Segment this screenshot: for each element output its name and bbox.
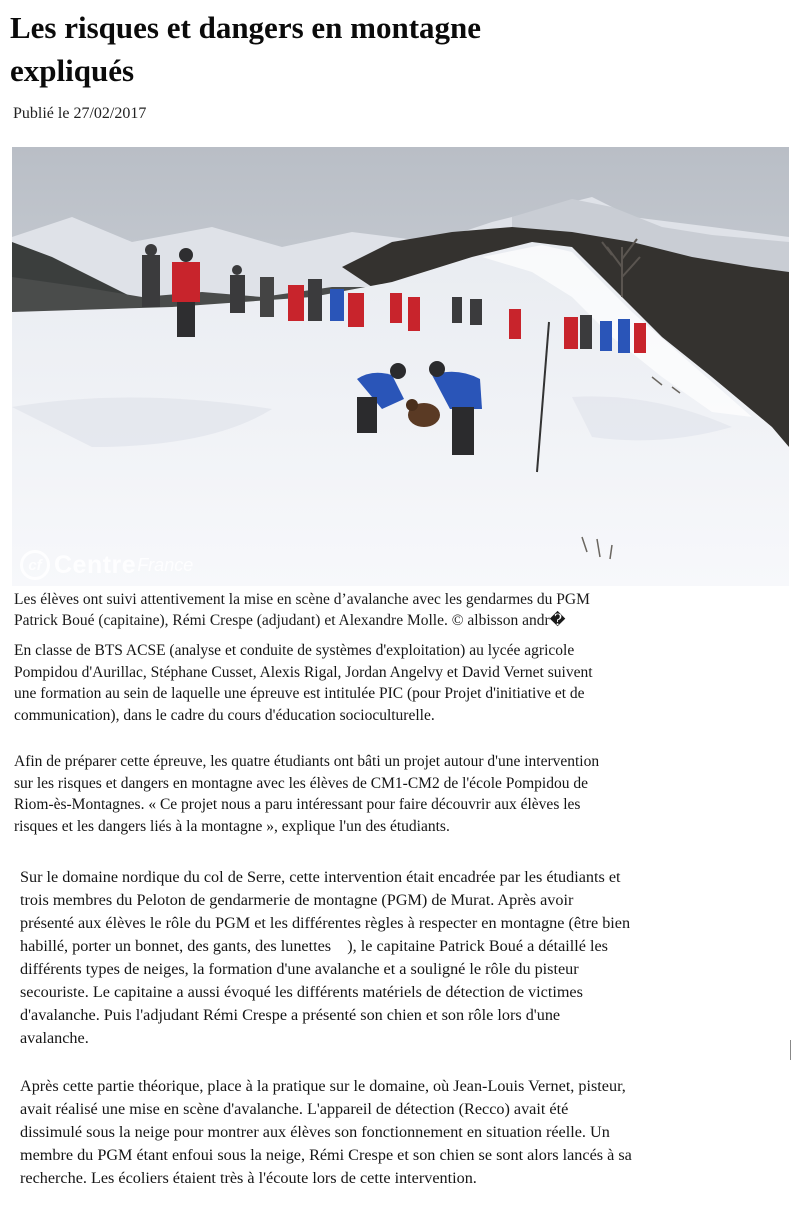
text-line: différents types de neiges, la formation d'une avalanche et a souligné le rôle du pisteur	[20, 960, 579, 978]
paragraph-3	[20, 866, 795, 1050]
watermark-name: Centre	[54, 550, 137, 579]
photo-caption	[14, 589, 754, 631]
text-line: avalanche.	[20, 1029, 89, 1047]
text-line: Pompidou d'Aurillac, Stéphane Cusset, Alexis Rigal, Jordan Angelvy et David Vernet suivent	[14, 663, 593, 681]
text-line: sur les risques et dangers en montagne avec les élèves de CM1-CM2 de l'école Pompidou de	[14, 774, 588, 792]
text-line: une formation au sein de laquelle une épreuve est intitulée PIC (pour Projet d'initiative et de	[14, 685, 585, 702]
text-line: Afin de préparer cette épreuve, les quatre étudiants ont bâti un projet autour d'une intervention	[14, 753, 600, 770]
text-line: d'avalanche. Puis l'adjudant Rémi Crespe a présenté son chien et son rôle lors d'une	[20, 1006, 561, 1024]
scan-margin-mark	[790, 1040, 791, 1060]
paragraph-2	[14, 751, 754, 837]
text-line: risques et les dangers liés à la montagne », explique l'un des étudiants.	[14, 817, 450, 835]
text-line: communication), dans le cadre du cours d'éducation socioculturelle.	[14, 706, 435, 724]
paragraph-1	[14, 640, 754, 726]
article-title-line-2: expliqués	[10, 53, 135, 88]
text-line: Riom-ès-Montagnes. « Ce projet nous a paru intéressant pour faire découvrir aux élèves les	[14, 796, 581, 813]
text-line: Sur le domaine nordique du col de Serre, cette intervention était encadrée par les étudiants et	[20, 868, 621, 886]
snow-scene-image	[12, 147, 789, 586]
photo-watermark	[20, 550, 193, 580]
text-line: En classe de BTS ACSE (analyse et conduite de systèmes d'exploitation) au lycée agricole	[14, 642, 575, 659]
text-line: dissimulé sous la neige pour montrer aux élèves son fonctionnement en situation réelle. Un	[20, 1123, 610, 1141]
article-title-line-1: Les risques et dangers en montagne	[10, 10, 482, 45]
centre-france-logo: cf	[20, 550, 50, 580]
text-line: membre du PGM étant enfoui sous la neige, Rémi Crespe et son chien se sont alors lancés à sa	[20, 1146, 632, 1164]
caption-line: Les élèves ont suivi attentivement la mise en scène d’avalanche avec les gendarmes du PGM	[14, 591, 590, 608]
watermark-sub: France	[137, 554, 194, 575]
text-line: recherche. Les écoliers étaient très à l'écoute lors de cette intervention.	[20, 1169, 477, 1187]
text-line: secouriste. Le capitaine a aussi évoqué les différents matériels de détection de victimes	[20, 983, 583, 1001]
article-title	[10, 6, 730, 92]
paragraph-4	[20, 1075, 795, 1190]
text-line: habillé, porter un bonnet, des gants, des lunettes ), le capitaine Patrick Boué a détaillé les	[20, 937, 608, 955]
text-line: avait réalisé une mise en scène d'avalanche. L'appareil de détection (Recco) avait été	[20, 1100, 569, 1118]
text-line: présenté aux élèves le rôle du PGM et les différentes règles à respecter en montagne (être bien	[20, 914, 631, 932]
caption-line: Patrick Boué (capitaine), Rémi Crespe (adjudant) et Alexandre Molle. © albisson andr�	[14, 612, 566, 629]
publication-date: Publié le 27/02/2017	[13, 105, 147, 122]
text-line: Après cette partie théorique, place à la pratique sur le domaine, où Jean-Louis Vernet, pisteur,	[20, 1077, 626, 1095]
article-photo	[12, 147, 789, 586]
text-line: trois membres du Peloton de gendarmerie de montagne (PGM) de Murat. Après avoir	[20, 891, 574, 909]
